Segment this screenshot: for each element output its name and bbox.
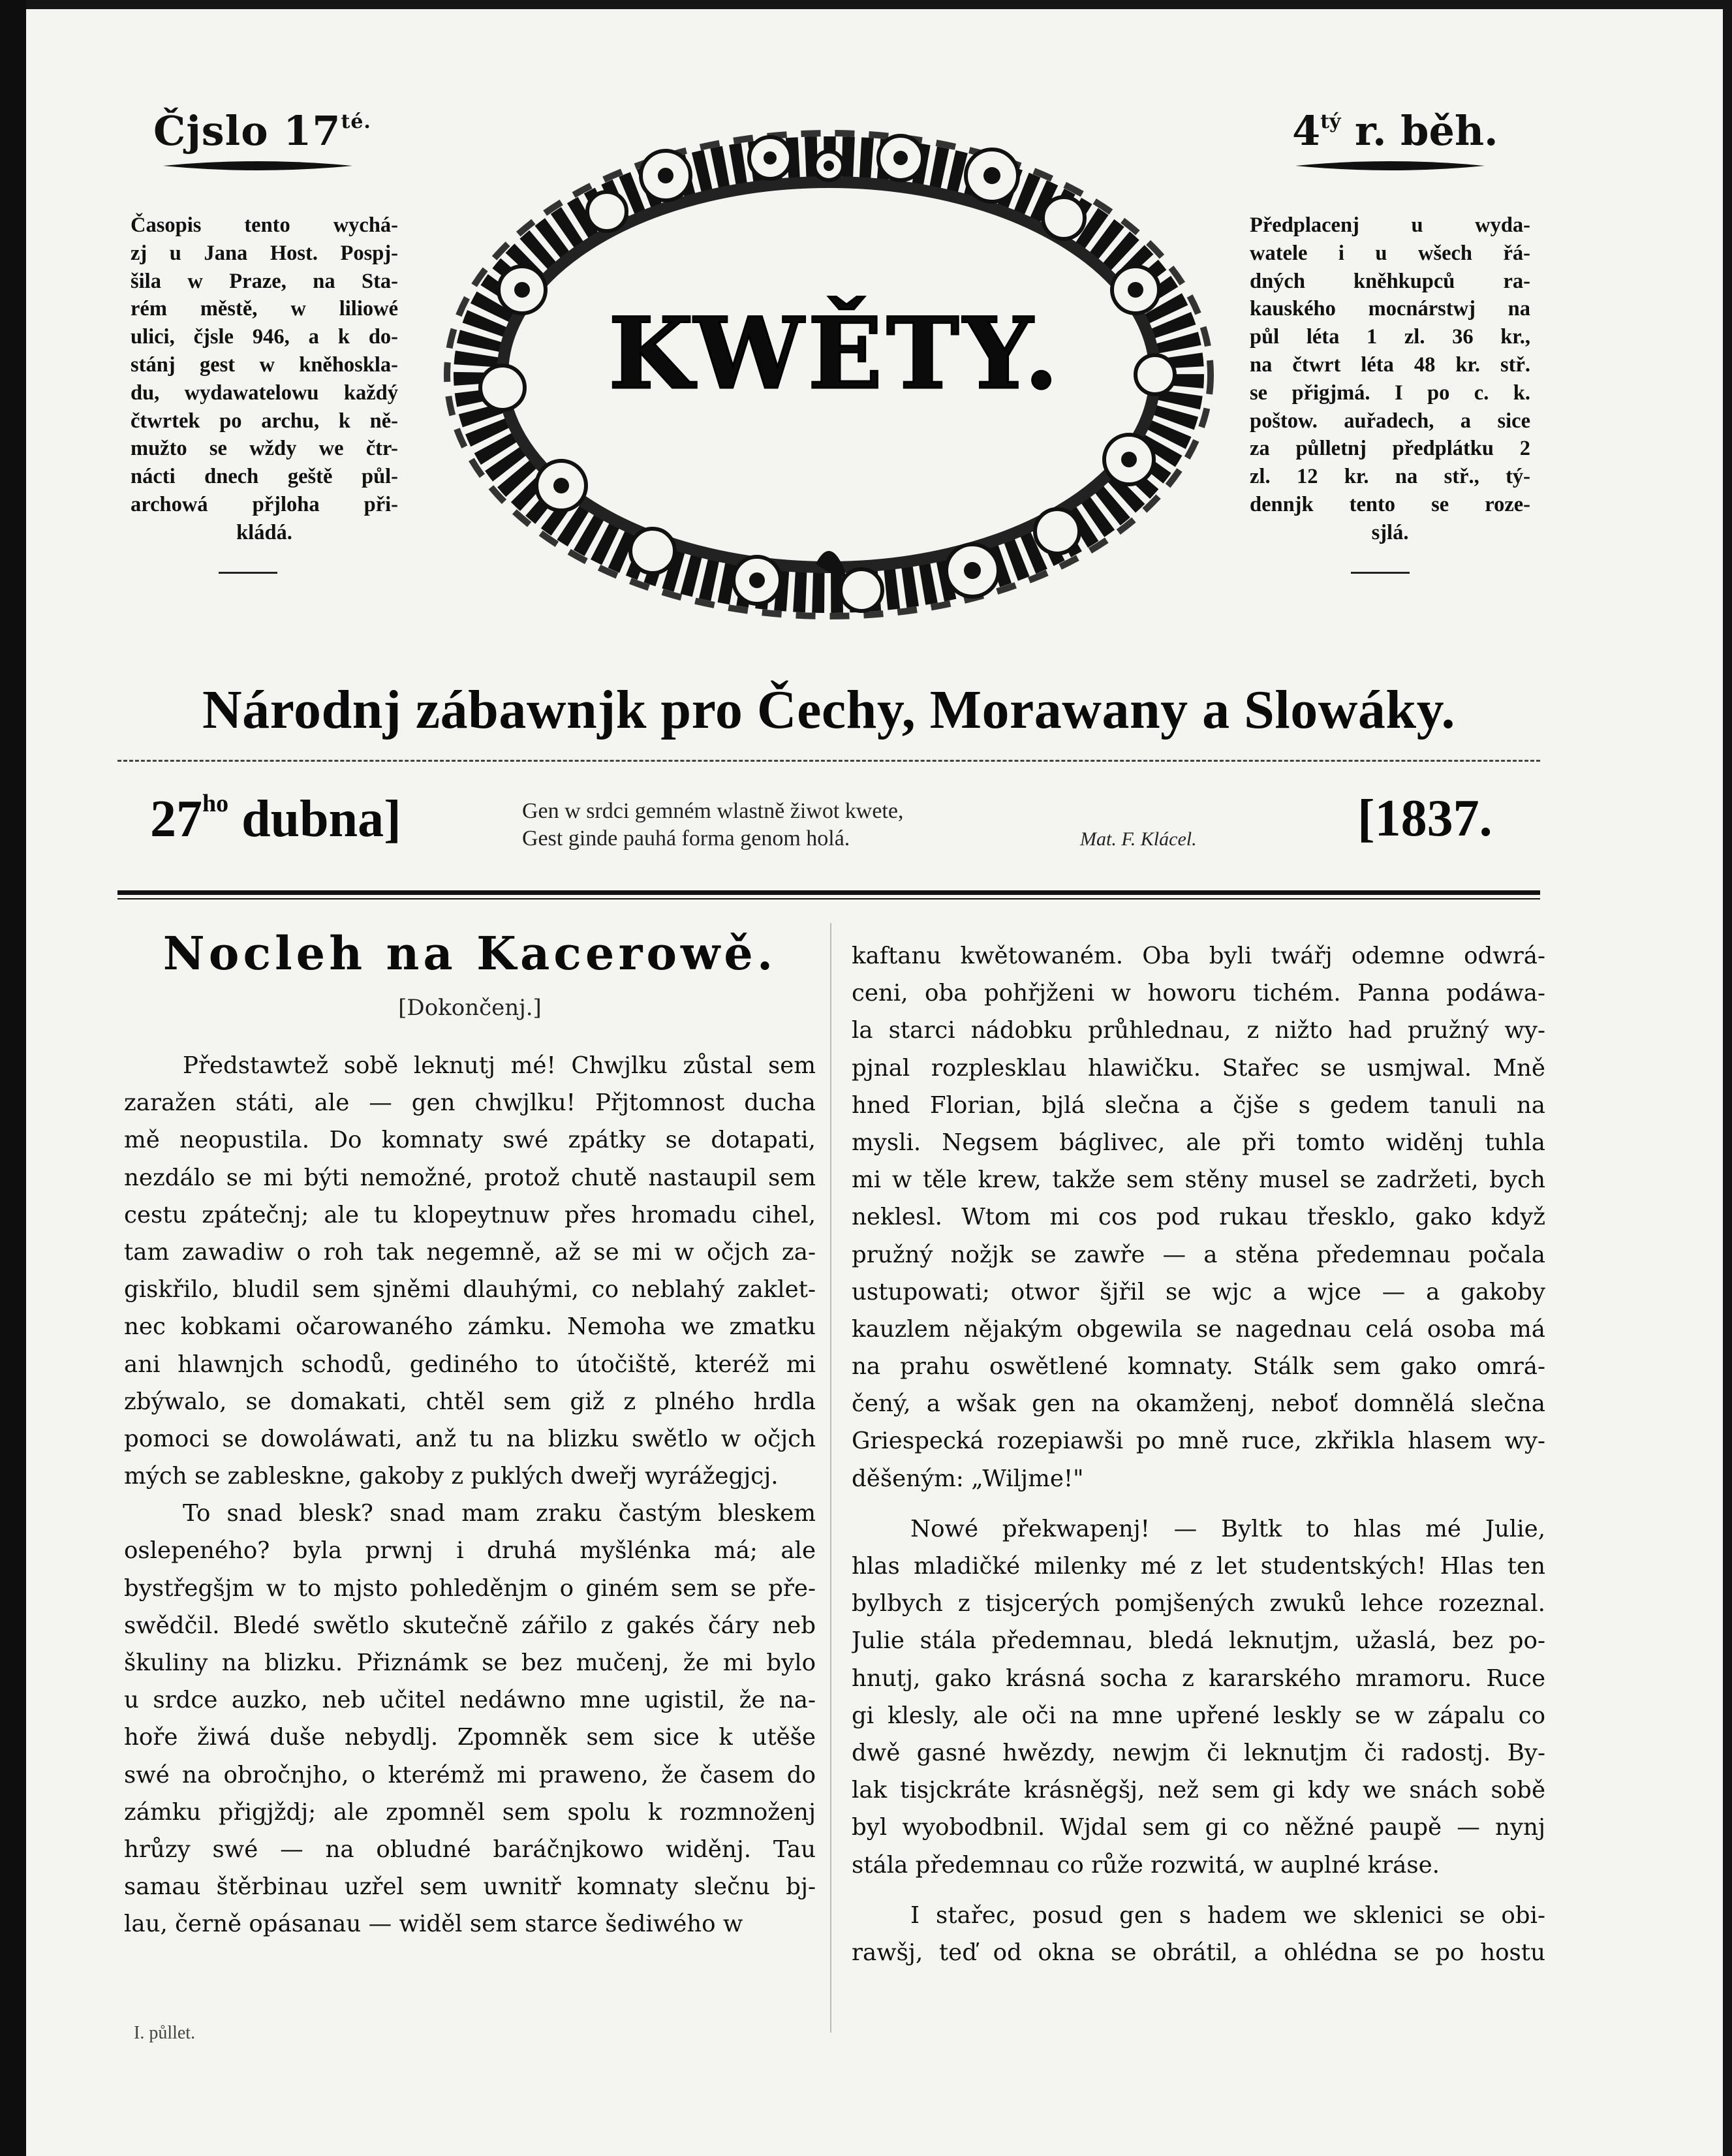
text-line: rawšj, teď od okna se obrátil, a ohlédna se po hostu — [852, 1939, 1545, 1966]
text-line: oslepeného? byla prwnj i druhá myšlénka má; ale — [124, 1537, 816, 1565]
paragraph-gap — [852, 1884, 1545, 1897]
note-line: na čtwrt léta 48 kr. stř. — [1250, 352, 1530, 377]
text-line: lak tisjckráte krásněgšj, než sem gi kdy we snách sobě — [852, 1777, 1545, 1804]
text-line: kaftanu kwětowaném. Oba byli twářj odemne odwrá- — [852, 943, 1545, 969]
text-line: čený, a wšak gen na okamženj, neboť domnělá slečna — [852, 1390, 1545, 1418]
text-line: pjnal rozplesklau hlawičku. Stařec se usmjwal. Mně — [852, 1054, 1545, 1082]
note-line: mužto se wždy we čtr- — [131, 437, 398, 461]
motto-line: Gen w srdci gemném wlastně žiwot kwete, — [522, 799, 904, 823]
note-line: šila w Praze, na Sta- — [131, 269, 398, 293]
text-line: To snad blesk? snad mam zraku častým bleskem — [183, 1500, 816, 1527]
text-line: swé na obročnjho, o kterémž mi praweno, že časem do — [124, 1761, 816, 1789]
text-line: giskřilo, bludil sem sjněmi dlauhými, co neblahý zaklet- — [124, 1276, 816, 1304]
text-line: byl wyobodbnil. Wjdal sem gi co něžné paupě — nynj — [852, 1814, 1545, 1841]
issue-underline-ornament — [160, 159, 356, 172]
text-line: ustupowati; otwor šjřil se wjc a wjce — a gakoby — [852, 1278, 1545, 1305]
text-line: ceni, oba pohřjženi w howoru tichém. Panna podáwa- — [852, 980, 1545, 1007]
text-line: neklesl. Wtom mi cos pod rukau třesklo, gako když — [852, 1204, 1545, 1231]
note-line: zj u Jana Host. Pospj- — [131, 241, 398, 265]
subtitle: Národnj zábawnjk pro Čechy, Morawany a Slowáky. — [202, 680, 1455, 740]
text-line: hnutj, gako krásná socha z kararského mramoru. Ruce — [852, 1664, 1545, 1692]
publication-note — [131, 211, 398, 547]
note-line: rém městě, w liliowé — [131, 297, 398, 321]
text-line: u srdce auzko, neb učitel nedáwno mne ugistil, že na- — [124, 1687, 816, 1714]
text-line: nec kobkami očarowaného zámku. Nemoha we zmatku — [124, 1313, 816, 1341]
text-line: swědčil. Bledé swětlo skutečně zářilo z gakés čáry neb — [124, 1612, 816, 1639]
text-line: mých se zablesknе, gakoby z puklých dweřj wyrážegjcj. — [124, 1463, 779, 1490]
note-line: kládá. — [236, 520, 292, 544]
text-line: mysli. Negsem báglivec, ale při tomto widěnj tuhla — [852, 1129, 1545, 1156]
text-line: pružný nožjk se zawře — a stěna předemnau počala — [852, 1241, 1545, 1268]
text-line: gi klesly, ale oči na mne upřené lesklу se w zápalu co — [852, 1702, 1545, 1729]
issue-date: $27^{ho}$ dubna] — [150, 790, 401, 848]
text-line: děšeným: „Wiljme!" — [852, 1465, 1084, 1492]
text-line: stála předemnau co růže rozwitá, w auplné kráse. — [852, 1851, 1440, 1879]
note-line: poštow. auřadech, a sice — [1250, 409, 1530, 433]
text-line: mě neopustila. Do komnaty swé zpátky se dotapati, — [124, 1127, 816, 1154]
dotted-rule — [117, 760, 1540, 762]
article-column-right — [852, 937, 1545, 1971]
note-line: sjlá. — [1371, 520, 1409, 544]
text-line: hrůzy swé — na obludné baráčnjkowo widěnj. Tau — [124, 1836, 816, 1863]
text-line: la starci nádobku průhlednau, z nižto had pružný wy- — [852, 1017, 1545, 1044]
text-line: zámku přigjždj; ale zpomněl sem spolu k rozmnoženj — [124, 1798, 816, 1826]
article-title: Nocleh na Kacerowě. — [162, 926, 777, 980]
note-line: nácti dnech geště půl- — [131, 465, 398, 489]
text-line: Julie stála předemnau, bledá leknutjm, užaslá, bez po- — [852, 1627, 1545, 1655]
double-rule — [117, 890, 1540, 899]
text-line: škuliny na blizku. Přiznámk se bez mučenj, že mi bylo — [124, 1649, 816, 1676]
text-line: zbýwalo, se domakati, chtěl sem giž z plného hrdla — [124, 1388, 816, 1415]
year-run: $4^{tý}$ r. běh. — [1292, 107, 1498, 155]
text-line: nezdálo se mi býti nemožné, protož chutě nastaupil sem — [124, 1164, 816, 1191]
scan-border — [0, 0, 26, 2156]
note-line: stánj gest w kněhoskla- — [131, 352, 398, 377]
note-line: se přigjmá. I po c. k. — [1250, 381, 1530, 405]
note-line: dných kněhkupců ra- — [1250, 269, 1530, 293]
text-line: hoře žiwá duše nebydlj. Zpomněk sem sice k utěše — [124, 1724, 816, 1751]
article-note: [Dokončenj.] — [398, 995, 542, 1021]
text-line: hlas mladičké milenky mé z let studentských! Hlas ten — [852, 1553, 1545, 1580]
motto-author: Mat. F. Klácel. — [1080, 828, 1197, 850]
note-line: watele i u wšech řá- — [1250, 241, 1530, 265]
masthead-title: KWĚTY. — [608, 296, 1062, 411]
note-line: archowá přjloha při- — [131, 492, 398, 516]
issue-year: [1837. — [1357, 790, 1492, 847]
text-line: bylbych z tisjcerých pomjšených zwuků lehce rozeznal. — [852, 1590, 1545, 1617]
article-column-left — [124, 1047, 816, 1943]
note-line: čtwrtek po archu, k ně- — [131, 409, 398, 433]
text-line: zaražen státi, ale — gen chwjlku! Přjtomnost ducha — [124, 1089, 816, 1117]
text-line: I stařec, posud gen s hadem we sklenici se obi- — [910, 1901, 1545, 1929]
year-run-underline-ornament — [1292, 159, 1488, 172]
text-line: cestu zpátečnj; ale tu klopeytnuw přes hromadu cihel, — [124, 1201, 816, 1228]
text-line: kauzlem nějakým obgewila se nagednau celá osoba má — [852, 1315, 1545, 1343]
motto-line: Gest ginde pauhá forma genom holá. — [522, 826, 850, 851]
note-line: Předplacenj u wyda- — [1250, 213, 1530, 237]
motto — [522, 798, 903, 852]
paragraph-gap — [852, 1497, 1545, 1510]
note-line: dennjk tento se roze- — [1250, 492, 1530, 516]
text-line: pomoci se dowoláwati, anž tu na blizku swětlo w očjch — [124, 1425, 816, 1452]
text-line: tam zawadiw o roh tak negemně, až se mi w očjch za- — [124, 1238, 816, 1266]
text-line: dwě gasné hwězdy, newjm či leknutjm či radostj. By- — [852, 1739, 1545, 1766]
note-rule — [1351, 572, 1410, 574]
issue-number: Čjslo $17^{té.}$ — [153, 107, 371, 155]
note-line: du, wydawatelowu každý — [131, 381, 398, 405]
note-line: Časopis tento wychá- — [131, 213, 398, 237]
subscription-note — [1250, 211, 1530, 547]
note-line: půl léta 1 zl. 36 kr., — [1250, 325, 1530, 349]
newspaper-page — [26, 9, 1723, 2156]
note-line: zl. 12 kr. na stř., tý- — [1250, 465, 1530, 489]
text-line: ani hlawnjch schodů, gediného to útočiště, kteréž mi — [124, 1351, 816, 1378]
page-footer-signature: I. půllet. — [134, 2023, 196, 2043]
text-line: na prahu oswětlené komnaty. Stálk sem gako omrá- — [852, 1353, 1545, 1381]
column-divider — [830, 923, 831, 2033]
note-rule — [219, 572, 277, 574]
note-line: za půlletnj předplátku 2 — [1250, 437, 1530, 461]
text-line: Griespecká rozepiawši po mně ruce, zkřikla hlasem wy- — [852, 1428, 1545, 1455]
text-line: lau, černě opásanau — widěl sem starce šediwého w — [124, 1911, 743, 1938]
note-line: ulici, čjsle 946, a k do- — [131, 325, 398, 349]
text-line: mi w těle krew, takže sem stěny musel se zadržeti, bych — [852, 1166, 1545, 1194]
text-line: Nowé překwapenj! — Byltk to hlas mé Julie, — [910, 1515, 1545, 1542]
note-line: kauského mocnárstwj na — [1250, 297, 1530, 321]
text-line: hned Florian, bjlá slečna a čjše s gedem tanuli na — [852, 1091, 1545, 1119]
text-line: bystřegšjm w to mjsto pohleděnjm o giném sem se pře- — [124, 1574, 816, 1602]
text-line: Předstawtež sobě leknutj mé! Chwjlku zůstal sem — [183, 1052, 816, 1079]
text-line: samau štěrbinau uzřel sem uwnitř komnaty slečnu bj- — [124, 1873, 816, 1901]
